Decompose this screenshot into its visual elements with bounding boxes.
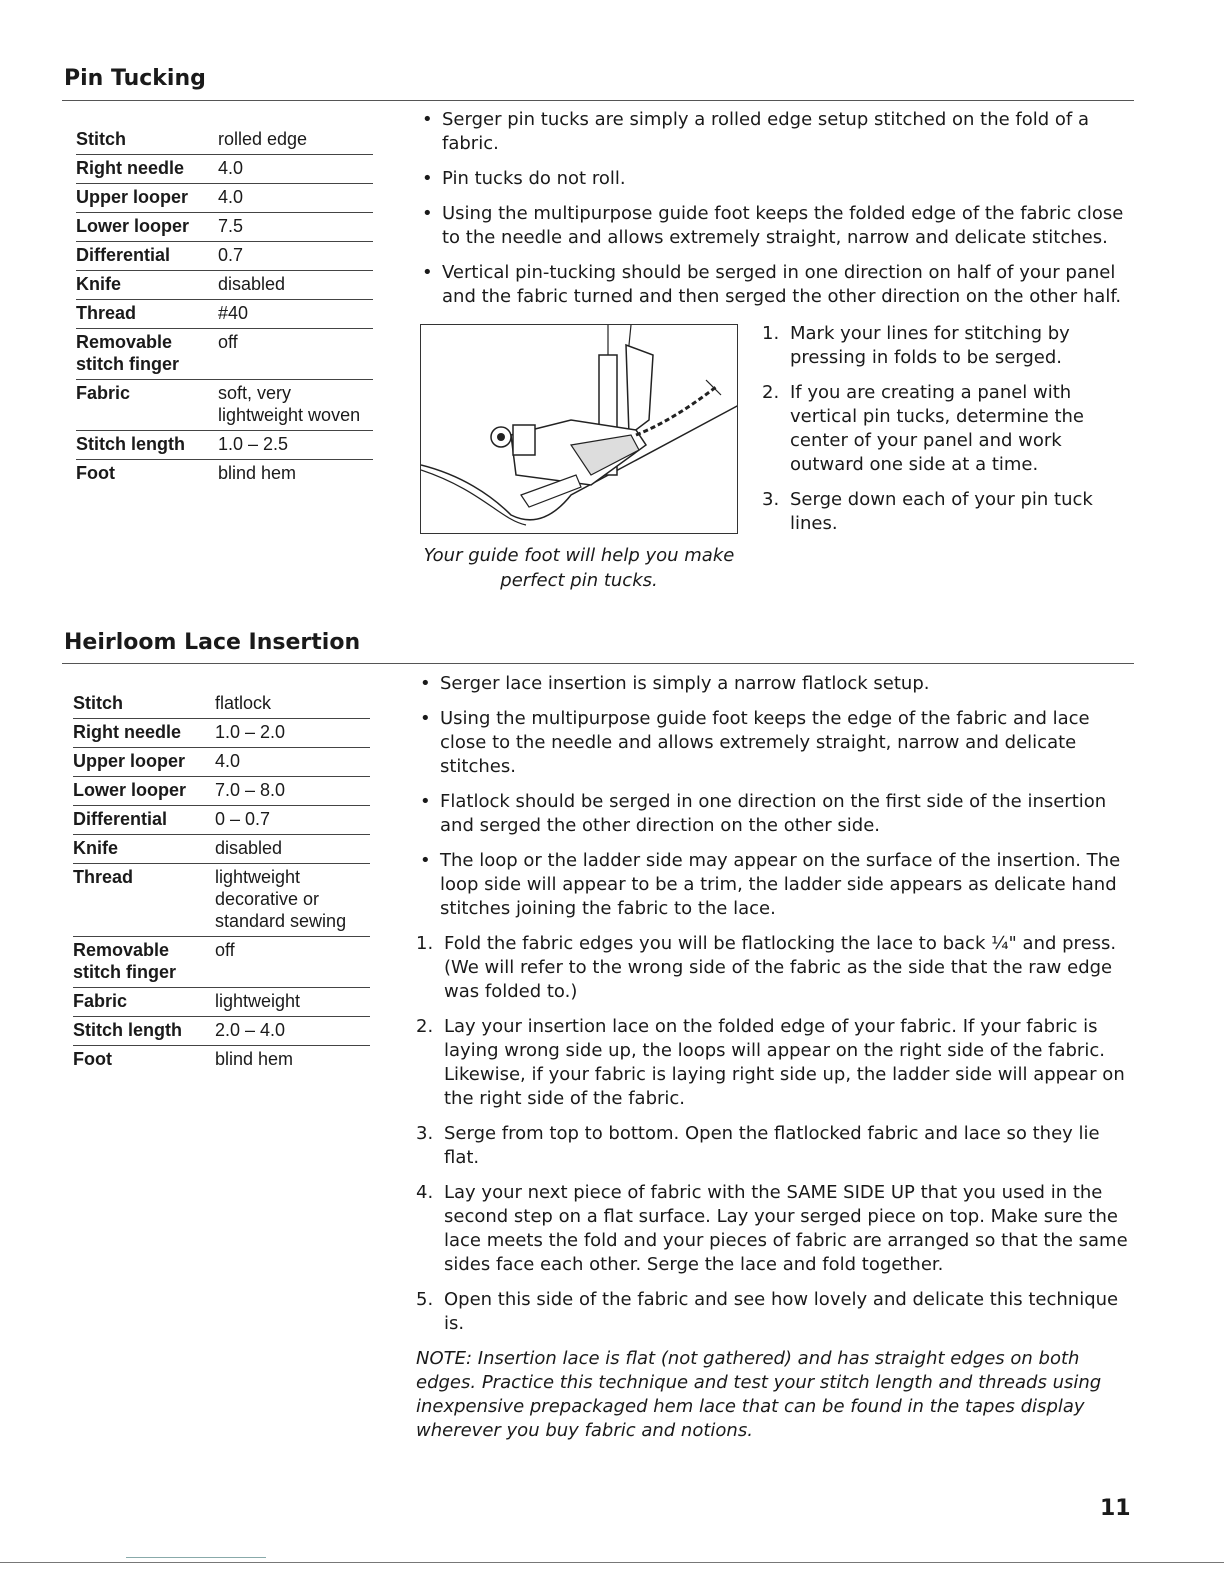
setting-value: 1.0 – 2.5: [218, 431, 373, 460]
settings-row: [76, 242, 373, 271]
setting-label: Removable stitch finger: [73, 937, 215, 988]
step-text: Lay your insertion lace on the folded edge of your fabric. If your fabric is laying wrong side up, the loops will appear on the right side of the fabric. Likewise, if your fabric is laying right side up, the ladder side will appear on the right side of the fabric.: [444, 1016, 1125, 1109]
settings-row: [73, 937, 370, 988]
step-number: 2.: [762, 382, 780, 403]
step-number: 2.: [416, 1016, 434, 1037]
step-text: If you are creating a panel with vertical pin tucks, determine the center of your panel and work outward one side at a time.: [790, 382, 1084, 475]
step-number: 3.: [416, 1123, 434, 1144]
heirloom-title: Heirloom Lace Insertion: [64, 630, 361, 655]
step-item: [416, 1122, 1138, 1170]
setting-label: Knife: [76, 271, 218, 300]
setting-value: 0.7: [218, 242, 373, 271]
page-number: 11: [1100, 1496, 1131, 1521]
setting-value: off: [215, 937, 370, 988]
step-item: [416, 1015, 1138, 1111]
pin-tucking-bullets: [418, 108, 1138, 320]
setting-label: Lower looper: [73, 777, 215, 806]
setting-value: lightweight decorative or standard sewing: [215, 864, 370, 937]
settings-row: [73, 690, 370, 719]
step-text: Fold the fabric edges you will be flatlocking the lace to back ¼" and press. (We will refer to the wrong side of the fabric as the side that the raw edge was folded to.): [444, 933, 1117, 1002]
settings-row: [73, 864, 370, 937]
setting-label: Lower looper: [76, 213, 218, 242]
footer-rule: [0, 1562, 1224, 1563]
settings-row: [73, 1046, 370, 1075]
setting-label: Upper looper: [73, 748, 215, 777]
step-number: 3.: [762, 489, 780, 510]
settings-row: [76, 380, 373, 431]
setting-label: Stitch length: [73, 1017, 215, 1046]
settings-row: [76, 213, 373, 242]
setting-value: 4.0: [218, 184, 373, 213]
step-item: [762, 381, 1134, 477]
pin-tucking-title: Pin Tucking: [64, 66, 206, 91]
settings-row: [73, 1017, 370, 1046]
setting-label: Foot: [76, 463, 115, 483]
pin-tucking-settings-table: [76, 126, 373, 488]
settings-row: [76, 300, 373, 329]
bullet-item: • Pin tucks do not roll.: [418, 167, 1138, 191]
settings-row: [73, 806, 370, 835]
guide-foot-illustration: [420, 324, 738, 534]
setting-label: Right needle: [73, 719, 215, 748]
settings-row: [76, 271, 373, 300]
settings-row: [73, 748, 370, 777]
step-text: Mark your lines for stitching by pressing in folds to be serged.: [790, 323, 1070, 368]
step-text: Open this side of the fabric and see how lovely and delicate this technique is.: [444, 1289, 1119, 1334]
heirloom-note: NOTE: Insertion lace is flat (not gathered) and has straight edges on both edges. Practice this technique and test your stitch length and threads using inexpensive prepackaged hem lace that can be found in the tapes display wherever you buy fabric and notions.: [416, 1348, 1102, 1441]
step-item: [762, 488, 1134, 536]
step-item: [416, 1288, 1138, 1336]
setting-value: lightweight: [215, 988, 370, 1017]
bullet-item: • Vertical pin-tucking should be serged in one direction on half of your panel and the fabric turned and then serged the other direction on the other half.: [418, 261, 1138, 309]
heirloom-settings-table: [73, 690, 370, 1074]
setting-value: 0 – 0.7: [215, 806, 370, 835]
step-item: [416, 1181, 1138, 1277]
setting-label: Differential: [76, 242, 218, 271]
settings-row: [73, 777, 370, 806]
bullet-item: • Serger lace insertion is simply a narrow flatlock setup.: [416, 672, 1138, 696]
setting-value: disabled: [218, 271, 373, 300]
step-number: 1.: [416, 933, 434, 954]
setting-value: 4.0: [215, 748, 370, 777]
step-text: Serge from top to bottom. Open the flatlocked fabric and lace so they lie flat.: [444, 1123, 1100, 1168]
step-number: 5.: [416, 1289, 434, 1310]
serger-foot-icon: [421, 325, 738, 534]
setting-value: blind hem: [218, 463, 297, 483]
setting-label: Stitch: [76, 126, 218, 155]
setting-value: disabled: [215, 835, 370, 864]
settings-row: [73, 719, 370, 748]
step-item: [762, 322, 1134, 370]
setting-value: soft, very lightweight woven: [218, 380, 373, 431]
settings-row: [76, 329, 373, 380]
setting-label: Thread: [76, 300, 218, 329]
bullet-item: • Using the multipurpose guide foot keeps the folded edge of the fabric close to the needle and allows extremely straight, narrow and delicate stitches.: [418, 202, 1138, 250]
setting-value: 7.5: [218, 213, 373, 242]
setting-label: Knife: [73, 835, 215, 864]
setting-label: Fabric: [73, 988, 215, 1017]
setting-value: #40: [218, 300, 373, 329]
setting-label: Differential: [73, 806, 215, 835]
setting-label: Stitch: [73, 690, 215, 719]
settings-row: [73, 835, 370, 864]
heirloom-body: [416, 672, 1138, 1443]
step-text: Serge down each of your pin tuck lines.: [790, 489, 1093, 534]
setting-value: blind hem: [215, 1049, 294, 1069]
heirloom-rule: [62, 663, 1134, 664]
step-number: 4.: [416, 1182, 434, 1203]
settings-row: [73, 988, 370, 1017]
step-item: [416, 932, 1138, 1004]
setting-label: Removable stitch finger: [76, 329, 218, 380]
bullet-item: • Serger pin tucks are simply a rolled edge setup stitched on the fold of a fabric.: [418, 108, 1138, 156]
setting-value: off: [218, 329, 373, 380]
setting-label: Foot: [73, 1049, 112, 1069]
bullet-item: • The loop or the ladder side may appear on the surface of the insertion. The loop side will appear to be a trim, the ladder side appears as delicate hand stitches joining the fabric to the lace.: [416, 849, 1138, 921]
figure-caption: Your guide foot will help you make perfect pin tucks.: [423, 545, 735, 591]
setting-label: Stitch length: [76, 431, 218, 460]
bullet-item: • Flatlock should be serged in one direction on the first side of the insertion and serged the other direction on the other side.: [416, 790, 1138, 838]
settings-row: [76, 460, 373, 489]
setting-value: 4.0: [218, 155, 373, 184]
settings-row: [76, 431, 373, 460]
setting-value: 2.0 – 4.0: [215, 1017, 370, 1046]
pin-tucking-steps: [762, 322, 1134, 547]
setting-label: Upper looper: [76, 184, 218, 213]
setting-value: flatlock: [215, 690, 370, 719]
setting-value: 7.0 – 8.0: [215, 777, 370, 806]
setting-label: Right needle: [76, 155, 218, 184]
setting-value: 1.0 – 2.0: [215, 719, 370, 748]
step-text: Lay your next piece of fabric with the SAME SIDE UP that you used in the second step on a flat surface. Lay your serged piece on top. Make sure the lace meets the fold and your pieces of fabric are arranged so that the same sides face each other. Serge the lace and fold together.: [444, 1182, 1128, 1275]
pin-tucking-rule: [62, 100, 1134, 101]
setting-label: Thread: [73, 864, 215, 937]
setting-value: rolled edge: [218, 126, 373, 155]
bullet-item: • Using the multipurpose guide foot keeps the edge of the fabric and lace close to the needle and allows extremely straight, narrow and delicate stitches.: [416, 707, 1138, 779]
footer-accent-rule: [126, 1557, 266, 1558]
setting-label: Fabric: [76, 380, 218, 431]
settings-row: [76, 126, 373, 155]
settings-row: [76, 155, 373, 184]
step-number: 1.: [762, 323, 780, 344]
settings-row: [76, 184, 373, 213]
